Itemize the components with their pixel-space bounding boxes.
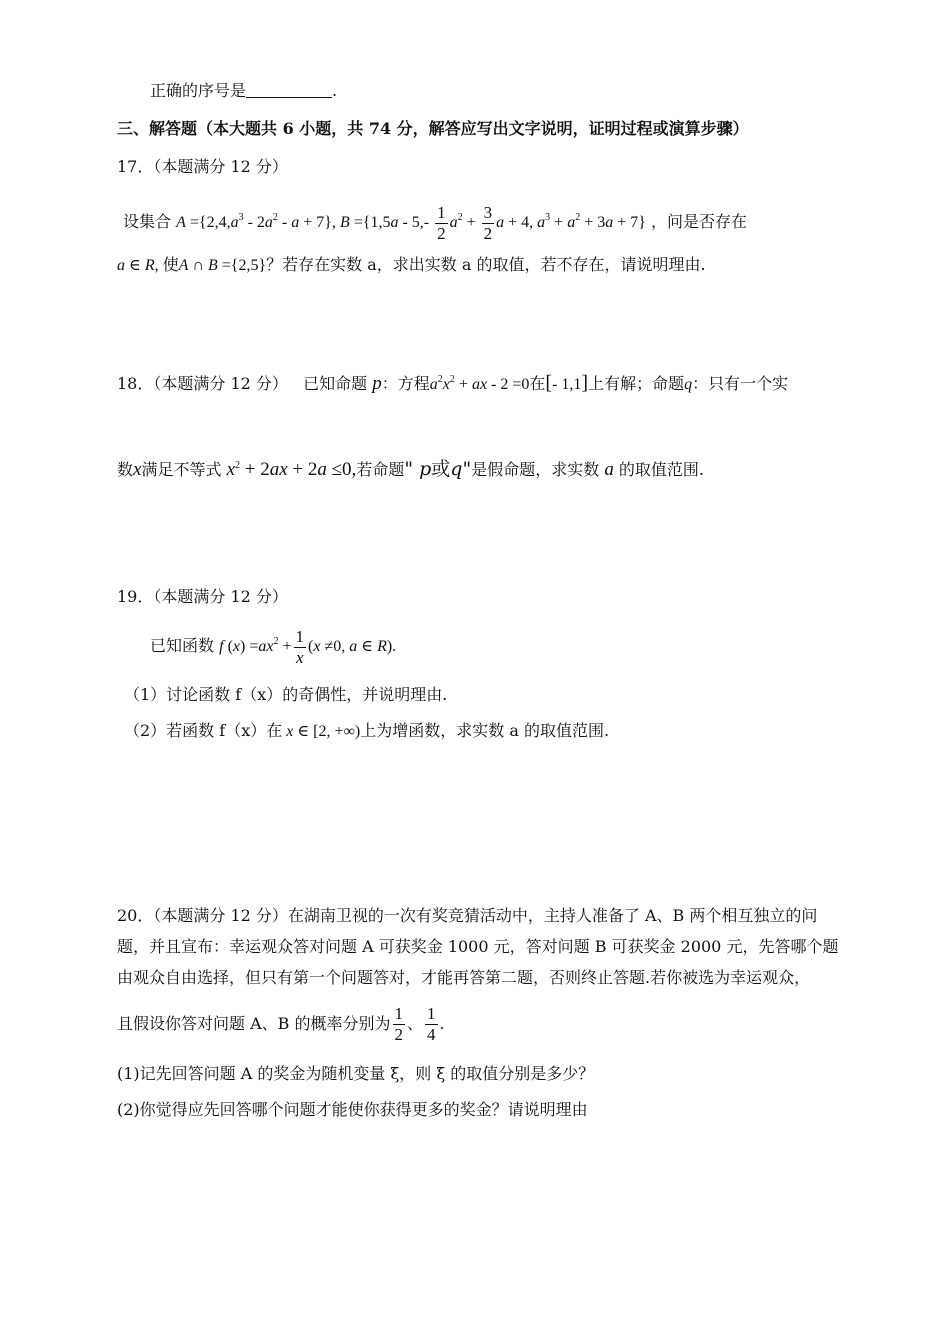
q19-function: 已知函数 f $(x) =ax^2$ + $\frac{1}{x}$ (x ≠0, a ∈ R). [150, 626, 397, 667]
fraction-prob-b: $\frac{1}{4}$ [427, 1004, 436, 1044]
interval-x: x ∈ [2, +∞) [286, 723, 361, 740]
q20-line1: 20．（本题满分 12 分）在湖南卫视的一次有奖竞猜活动中，主持人准备了 A、B 两个相互独立的问 [117, 906, 818, 925]
q19-part2: （2）若函数 f（x）在 x ∈ [2, +∞)上为增函数，求实数 a 的取值范围. [124, 721, 610, 740]
answer-blank [246, 81, 332, 98]
interval: [- 1,1] [545, 372, 589, 394]
q20-line2: 题，并且宣布：幸运观众答对问题 A 可获奖金 1000 元，答对问题 B 可获奖金 2000 元，先答哪个题 [117, 937, 839, 956]
condition-math: a ∈ R, 使A ∩ B ={2,5} [117, 257, 267, 274]
q17-line1: 设集合 $A =\{2,4,a^3 - 2a^2 - a + 7\}$, B ={1,5a - 5,- $\frac{1}{2}$ $a^2$ + $\frac{3}{2}$ a + 4, $a^3 + a^2 + 3a + 7$} ，问是否存在 [123, 202, 748, 243]
section-heading: 三、解答题（本大题共 6 小题，共 74 分，解答应写出文字说明，证明过程或演算步骤） [117, 119, 749, 138]
p-or-q: " p或q" [404, 458, 472, 480]
set-definitions: $A =\{2,4,a^3 - 2a^2 - a + 7\}$, B ={1,5a - 5,- $\frac{1}{2}$ $a^2$ + $\frac{3}{2}$ a + 4, $a^3 + a^2 + 3a + 7$} [176, 202, 646, 243]
q18-line2: 数x满足不等式 $x^2 + 2ax + 2a \le 0$,若命题" p或q"是假命题，求实数 a 的取值范围. [117, 458, 705, 480]
function-definition: f $(x) =ax^2$ + $\frac{1}{x}$ (x ≠0, a ∈ R). [219, 626, 397, 667]
variable-x: x [133, 459, 142, 480]
previous-question-tail: 正确的序号是 . [150, 81, 338, 100]
q20-line4: 且假设你答对问题 A、B 的概率分别为 $\frac{1}{2}$ 、 $\frac{1}{4}$ . [117, 1004, 445, 1044]
q20-line3: 由观众自由选择，但只有第一个问题答对，才能再答第二题，否则终止答题.若你被选为幸运观众， [117, 968, 811, 987]
proposition-p: p [372, 373, 382, 394]
proposition-q: q [684, 376, 693, 393]
fraction-three-halves: $\frac{3}{2}$ [483, 202, 493, 243]
q17-line2: a ∈ R, 使A ∩ B ={2,5}？若存在实数 a，求出实数 a 的取值，若不存在，请说明理由. [117, 255, 706, 274]
q19-label: 19．（本题满分 12 分） [117, 587, 288, 606]
q20-part1: (1)记先回答问题 A 的奖金为随机变量 ξ，则 ξ 的取值分别是多少？ [117, 1064, 595, 1083]
variable-a: a [604, 459, 614, 480]
fraction-prob-a: $\frac{1}{2}$ [394, 1004, 403, 1044]
fraction-one-half: $\frac{1}{2}$ [437, 202, 446, 243]
equation-p: $a^2x^2$ + ax - 2 =0 [429, 374, 530, 393]
q17-label: 17．（本题满分 12 分） [117, 157, 288, 176]
q19-part1: （1）讨论函数 f（x）的奇偶性，并说明理由. [124, 685, 448, 704]
inequality: $x^2 + 2ax + 2a \le 0$, [226, 459, 357, 480]
q20-part2: (2)你觉得应先回答哪个问题才能使你获得更多的奖金？请说明理由 [117, 1100, 588, 1119]
q18-line1: 18．（本题满分 12 分） 已知命题 p：方程$a^2x^2$ + ax - 2 =0在[- 1,1]上有解；命题q：只有一个实 [117, 372, 789, 394]
fraction-one-over-x: $\frac{1}{x}$ [295, 626, 304, 667]
